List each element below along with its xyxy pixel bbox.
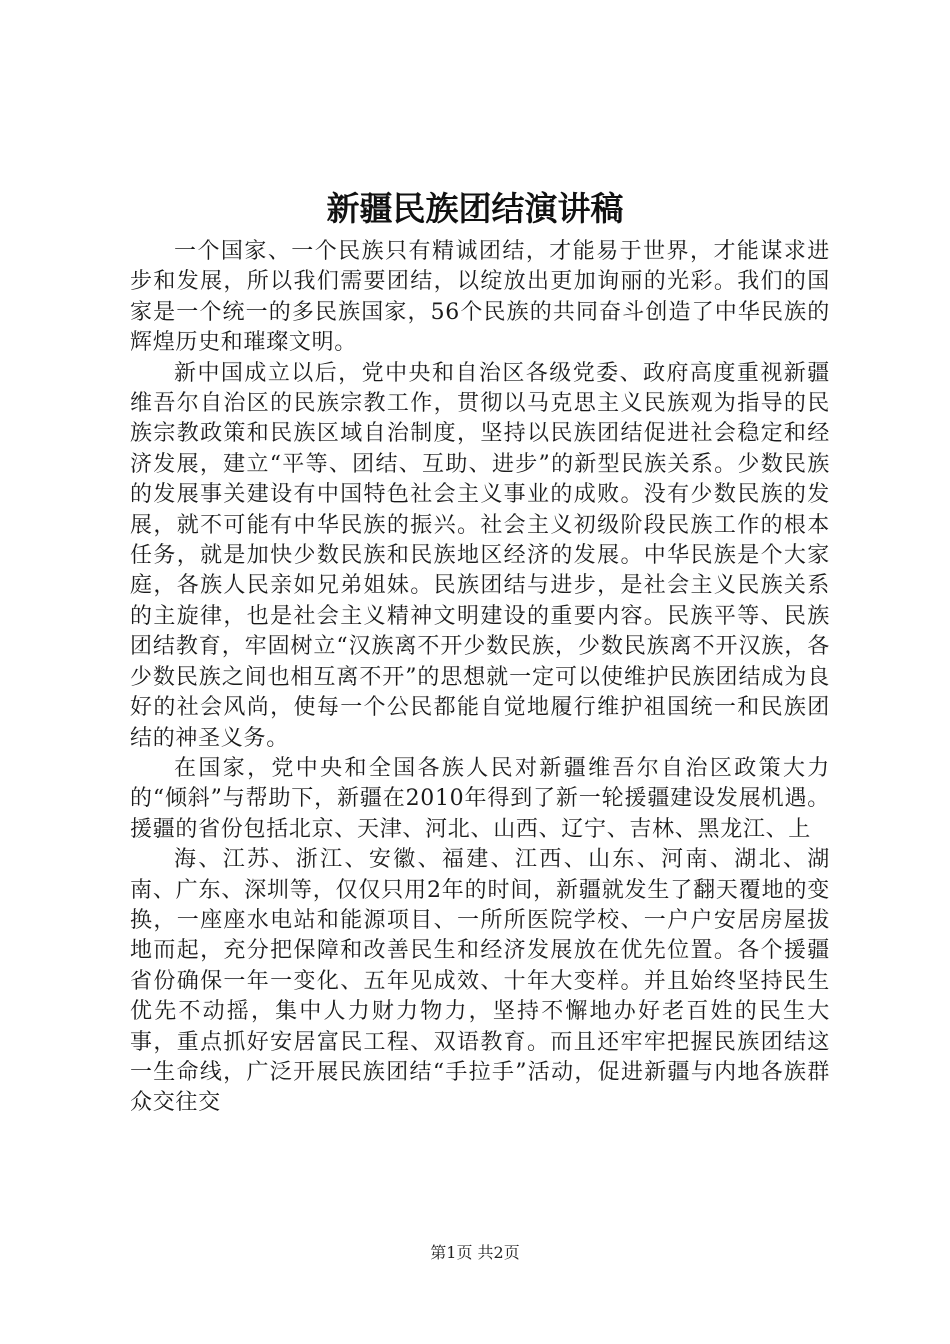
document-title: 新疆民族团结演讲稿 [326, 189, 624, 228]
paragraph: 在国家，党中央和全国各族人民对新疆维吾尔自治区政策大力的“倾斜”与帮助下，新疆在2010年得到了新一轮援疆建设发展机遇。援疆的省份包括北京、天津、河北、山西、辽宁、吉林、黑龙江、上 [130, 755, 830, 842]
paragraph: 一个国家、一个民族只有精诚团结，才能易于世界，才能谋求进步和发展，所以我们需要团结，以绽放出更加询丽的光彩。我们的国家是一个统一的多民族国家，56个民族的共同奋斗创造了中华民族的辉煌历史和璀璨文明。 [130, 239, 830, 356]
paragraph: 新中国成立以后，党中央和自治区各级党委、政府高度重视新疆维吾尔自治区的民族宗教工作，贯彻以马克思主义民族观为指导的民族宗教政策和民族区域自治制度，坚持以民族团结促进社会稳定和经济发展，建立“平等、团结、互助、进步”的新型民族关系。少数民族的发展事关建设有中国特色社会主义事业的成败。没有少数民族的发展，就不可能有中华民族的振兴。社会主义初级阶段民族工作的根本任务，就是加快少数民族和民族地区经济的发展。中华民族是个大家庭，各族人民亲如兄弟姐妹。民族团结与进步，是社会主义民族关系的主旋律，也是社会主义精神文明建设的重要内容。民族平等、民族团结教育，牢固树立“汉族离不开少数民族，少数民族离不开汉族，各少数民族之间也相互离不开”的思想就一定可以使维护民族团结成为良好的社会风尚，使每一个公民都能自觉地履行维护祖国统一和民族团结的神圣义务。 [130, 360, 830, 751]
document-body [130, 237, 830, 1119]
paragraph: 海、江苏、浙江、安徽、福建、江西、山东、河南、湖北、湖南、广东、深圳等，仅仅只用2年的时间，新疆就发生了翻天覆地的变换，一座座水电站和能源项目、一所所医院学校、一户户安居房屋拔地而起，充分把保障和改善民生和经济发展放在优先位置。各个援疆省份确保一年一变化、五年见成效、十年大变样。并且始终坚持民生优先不动摇，集中人力财力物力，坚持不懈地办好老百姓的民生大事，重点抓好安居富民工程、双语教育。而且还牢牢把握民族团结这一生命线，广泛开展民族团结“手拉手”活动，促进新疆与内地各族群众交往交 [130, 847, 830, 1116]
page-footer: 第1页 共2页 [430, 1243, 520, 1262]
